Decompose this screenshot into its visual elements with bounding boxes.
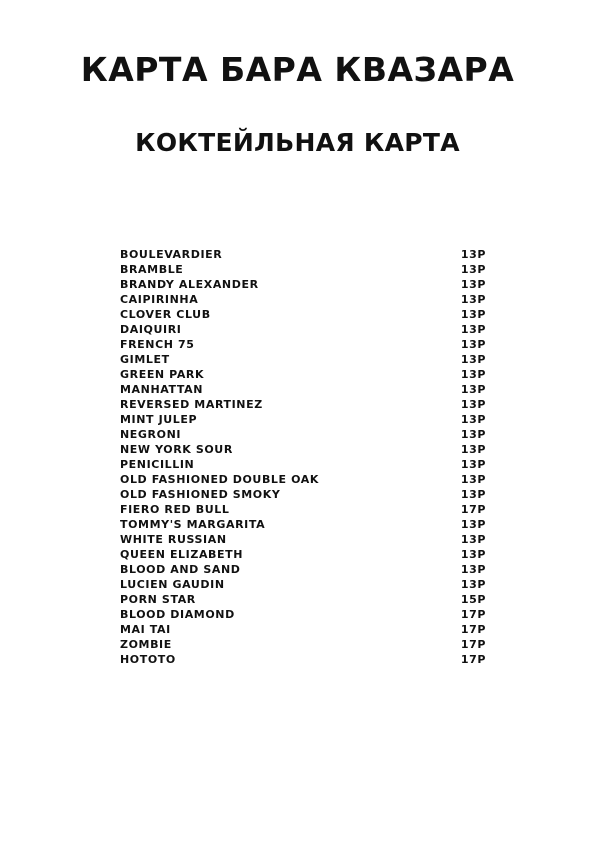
menu-item-price: 13Р [460,563,486,576]
menu-item-price: 15Р [460,593,486,606]
menu-item [120,487,486,502]
menu-item-price: 13Р [460,578,486,591]
menu-item-name: LUCIEN GAUDIN [120,578,225,591]
menu-item-name: OLD FASHIONED SMOKY [120,488,281,501]
menu-item-name: FRENCH 75 [120,338,195,351]
menu-item [120,397,486,412]
menu-item-name: BLOOD AND SAND [120,563,241,576]
menu-item-price: 13Р [460,353,486,366]
menu-item-name: MAI TAI [120,623,171,636]
menu-item [120,382,486,397]
menu-item [120,292,486,307]
menu-item-price: 13Р [460,458,486,471]
menu-item [120,517,486,532]
menu-item [120,247,486,262]
menu-item [120,637,486,652]
menu-item [120,592,486,607]
menu-item-name: PENICILLIN [120,458,195,471]
menu-item [120,262,486,277]
menu-item-price: 13Р [460,323,486,336]
menu-item-price: 13Р [460,248,486,261]
menu-item-name: QUEEN ELIZABETH [120,548,244,561]
menu-item [120,457,486,472]
menu-item-name: BRAMBLE [120,263,184,276]
menu-item-price: 17Р [460,653,486,666]
menu-item [120,562,486,577]
menu-item-price: 13Р [460,443,486,456]
menu-item-name: TOMMY'S MARGARITA [120,518,266,531]
menu-item-price: 13Р [460,413,486,426]
menu-item [120,652,486,667]
menu-item [120,337,486,352]
menu-item [120,277,486,292]
menu-item [120,532,486,547]
menu-item-price: 13Р [460,398,486,411]
menu-item-price: 13Р [460,293,486,306]
menu-item-price: 13Р [460,383,486,396]
menu-item-price: 13Р [460,533,486,546]
menu-item-name: PORN STAR [120,593,196,606]
menu-item-price: 17Р [460,638,486,651]
menu-item-name: MINT JULEP [120,413,198,426]
menu-item-name: NEGRONI [120,428,182,441]
menu-item-price: 13Р [460,548,486,561]
menu-item-price: 13Р [460,473,486,486]
section-title: КОКТЕЙЛЬНАЯ КАРТА [135,128,460,157]
menu-item [120,427,486,442]
menu-item-price: 13Р [460,263,486,276]
menu-item [120,472,486,487]
menu-item-name: OLD FASHIONED DOUBLE OAK [120,473,319,486]
menu-item-price: 13Р [460,308,486,321]
menu-item [120,442,486,457]
menu-item-name: GREEN PARK [120,368,205,381]
menu-item [120,607,486,622]
menu-item-name: NEW YORK SOUR [120,443,233,456]
menu-item-price: 17Р [460,608,486,621]
menu-item-name: MANHATTAN [120,383,204,396]
menu-item-name: REVERSED MARTINEZ [120,398,263,411]
menu-item-price: 13Р [460,518,486,531]
menu-item-name: BOULEVARDIER [120,248,223,261]
menu-item [120,367,486,382]
menu-item [120,352,486,367]
menu-item-name: BLOOD DIAMOND [120,608,235,621]
menu-item-name: CLOVER CLUB [120,308,211,321]
menu-item [120,307,486,322]
menu-item [120,322,486,337]
menu-item-price: 13Р [460,338,486,351]
menu-item [120,577,486,592]
menu-item-name: CAIPIRINHA [120,293,199,306]
menu-item-name: WHITE RUSSIAN [120,533,227,546]
menu-item [120,412,486,427]
menu-item-price: 13Р [460,278,486,291]
menu-item-price: 13Р [460,428,486,441]
menu-item [120,547,486,562]
menu-item [120,502,486,517]
menu-item-price: 13Р [460,488,486,501]
menu-item-name: ZOMBIE [120,638,172,651]
menu-item-name: FIERO RED BULL [120,503,230,516]
menu-item-name: GIMLET [120,353,170,366]
menu-item-name: BRANDY ALEXANDER [120,278,259,291]
page-title: КАРТА БАРА КВАЗАРА [80,50,515,89]
menu-item-price: 17Р [460,623,486,636]
menu-item-price: 17Р [460,503,486,516]
menu-item-price: 13Р [460,368,486,381]
cocktail-list [120,247,486,667]
menu-item-name: HOTOTO [120,653,176,666]
menu-item-name: DAIQUIRI [120,323,182,336]
menu-item [120,622,486,637]
